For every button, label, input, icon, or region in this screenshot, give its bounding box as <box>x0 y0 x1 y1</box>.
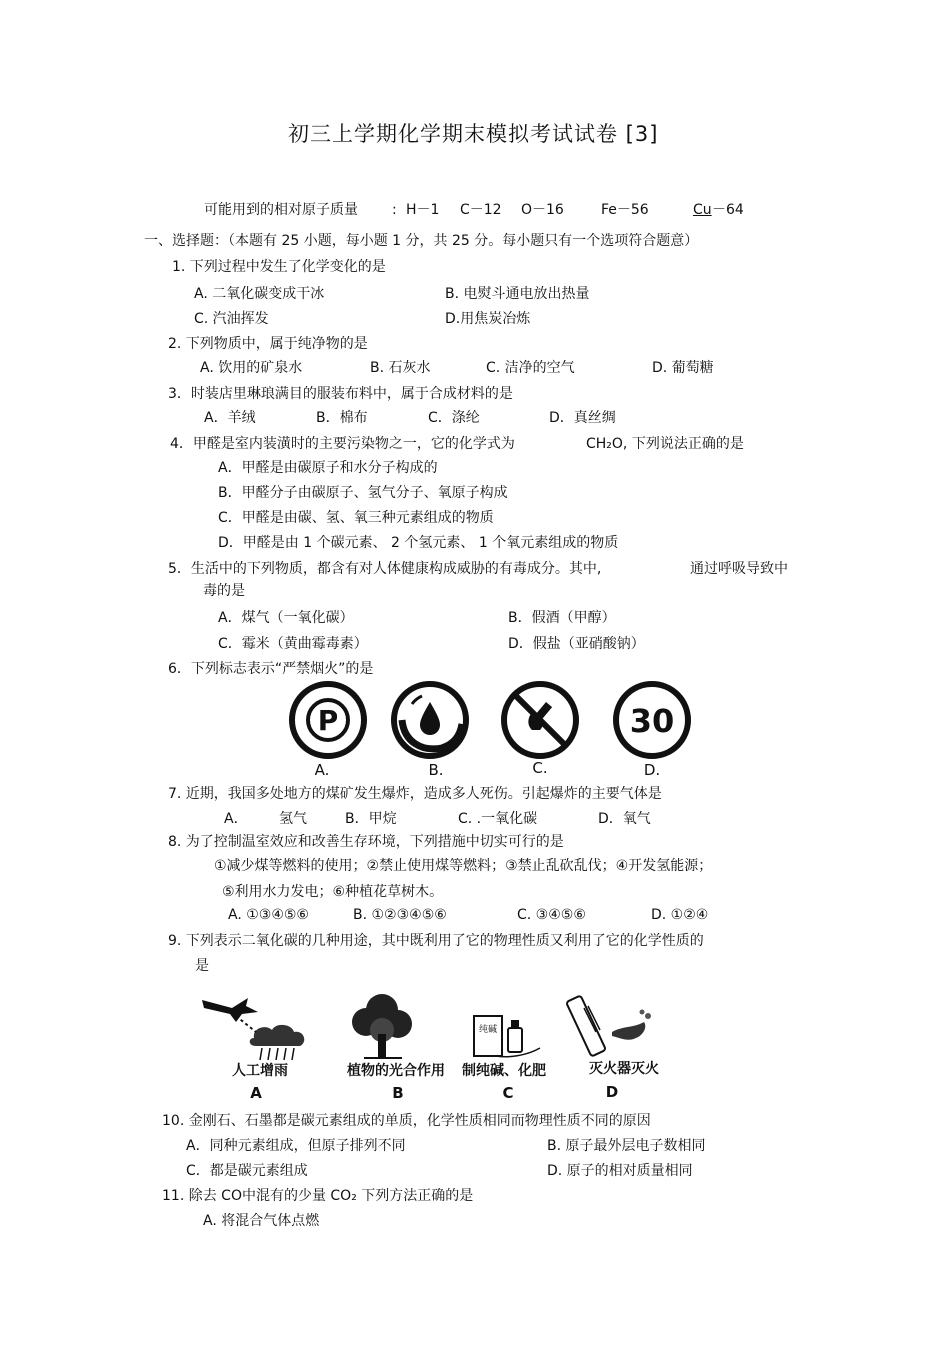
q5-option-c: C．霉米（黄曲霉毒素） <box>218 636 368 652</box>
atomic-mass-cu-element: Cu <box>693 202 712 218</box>
q5-option-b: B．假酒（甲醇） <box>508 610 616 626</box>
speed-limit-sign-icon <box>616 684 688 756</box>
q1-option-a: A. 二氧化碳变成干冰 <box>194 286 325 302</box>
q8-measures-line1: ①减少煤等燃料的使用；②禁止使用煤等燃料；③禁止乱砍乱伐；④开发氢能源； <box>214 858 713 874</box>
q3-option-d: D．真丝绸 <box>549 410 616 426</box>
parking-sign-icon <box>292 684 364 756</box>
q9-letter-b: B <box>392 1084 404 1102</box>
q2-option-a: A. 饮用的矿泉水 <box>200 360 303 376</box>
q4-stem-formula: CH₂O, 下列说法正确的是 <box>586 436 744 452</box>
section-header: 一、选择题：（本题有 25 小题，每小题 1 分，共 25 分。每小题只有一个选项符合题意） <box>144 233 699 249</box>
q1-option-b: B. 电熨斗通电放出热量 <box>445 286 590 302</box>
atomic-mass-h: H－1 <box>406 202 440 218</box>
q3-option-c: C．涤纶 <box>428 410 480 426</box>
atomic-mass-colon: : <box>392 202 397 218</box>
q3-stem: 3．时装店里琳琅满目的服装布料中，属于合成材料的是 <box>168 386 513 402</box>
q1-option-c: C. 汽油挥发 <box>194 311 269 327</box>
q6-stem: 6．下列标志表示“严禁烟火”的是 <box>168 661 374 677</box>
sign-d-text: 30 <box>629 702 675 740</box>
q3-option-b: B．棉布 <box>316 410 368 426</box>
q2-option-b: B. 石灰水 <box>370 360 431 376</box>
q9-letter-d: D <box>605 1083 619 1101</box>
q3-option-a: A．羊绒 <box>204 410 256 426</box>
atomic-mass-fe: Fe－56 <box>601 202 649 218</box>
q9-uses-figure <box>196 986 676 1102</box>
q8-option-c: C. ③④⑤⑥ <box>517 907 586 923</box>
q10-option-a: A．同种元素组成，但原子排列不同 <box>186 1138 406 1154</box>
q8-option-b: B. ①②③④⑤⑥ <box>353 907 447 923</box>
sign-c-label: C. <box>532 759 548 777</box>
soda-bag-icon <box>474 1016 540 1057</box>
q10-option-d: D. 原子的相对质量相同 <box>547 1163 693 1179</box>
q4-option-a: A．甲醛是由碳原子和水分子构成的 <box>218 460 438 476</box>
q4-option-b: B．甲醛分子由碳原子、氢气分子、氧原子构成 <box>218 485 508 501</box>
q2-option-c: C. 洁净的空气 <box>486 360 575 376</box>
q9-bag-text: 纯碱 <box>478 1025 498 1035</box>
q2-option-d: D. 葡萄糖 <box>652 360 714 376</box>
q11-stem: 11. 除去 CO中混有的少量 CO₂ 下列方法正确的是 <box>162 1188 474 1204</box>
q11-option-a: A. 将混合气体点燃 <box>203 1213 320 1229</box>
water-saving-sign-icon <box>394 684 466 756</box>
atomic-mass-cu-value: －64 <box>712 202 744 218</box>
sign-a-text: P <box>317 704 339 737</box>
tree-icon <box>352 994 412 1058</box>
q2-stem: 2. 下列物质中，属于纯净物的是 <box>168 336 368 352</box>
q4-option-d: D．甲醛是由 1 个碳元素、 2 个氢元素、 1 个氧元素组成的物质 <box>218 535 619 551</box>
q9-caption-a: 人工增雨 <box>232 1063 288 1079</box>
q7-option-b: B．甲烷 <box>345 811 397 827</box>
q4-option-c: C．甲醛是由碳、氢、氧三种元素组成的物质 <box>218 510 494 526</box>
q8-option-a: A. ①③④⑤⑥ <box>228 907 309 923</box>
q8-measures-line2: ⑤利用水力发电；⑥种植花草树木。 <box>222 884 444 900</box>
page-title: 初三上学期化学期末模拟考试试卷 [3] <box>288 122 659 146</box>
q5-stem: 5．生活中的下列物质，都含有对人体健康构成威胁的有毒成分。其中, <box>168 561 602 577</box>
q6-sign-figure <box>282 680 702 780</box>
q10-option-c: C．都是碳元素组成 <box>186 1163 308 1179</box>
q5-stem-part2: 通过呼吸导致中 <box>690 561 788 577</box>
q8-stem: 8. 为了控制温室效应和改善生存环境，下列措施中切实可行的是 <box>168 834 564 850</box>
q9-caption-d: 灭火器灭火 <box>589 1061 659 1077</box>
q5-option-d: D．假盐（亚硝酸钠） <box>508 636 645 652</box>
q7-option-c: C. .一氧化碳 <box>458 811 538 827</box>
q8-option-d: D. ①②④ <box>651 907 709 923</box>
q7-option-a: A． <box>224 811 248 827</box>
q9-caption-b: 植物的光合作用 <box>347 1063 445 1079</box>
fire-extinguisher-icon <box>566 995 651 1056</box>
atomic-mass-label: 可能用到的相对原子质量 <box>204 202 358 218</box>
sign-b-label: B. <box>428 761 444 779</box>
sign-a-label: A. <box>314 761 330 779</box>
q7-option-d: D．氧气 <box>598 811 651 827</box>
atomic-mass-o: O－16 <box>521 202 564 218</box>
atomic-mass-c: C－12 <box>460 202 502 218</box>
q1-stem: 1. 下列过程中发生了化学变化的是 <box>172 259 386 275</box>
q10-stem: 10. 金刚石、石墨都是碳元素组成的单质，化学性质相同而物理性质不同的原因 <box>162 1113 651 1129</box>
q5-stem-part3: 毒的是 <box>203 583 245 599</box>
q7-option-a-text: 氢气 <box>279 811 307 827</box>
q5-option-a: A．煤气（一氧化碳） <box>218 610 354 626</box>
q1-option-d: D.用焦炭冶炼 <box>445 311 531 327</box>
q7-stem: 7. 近期，我国多处地方的煤矿发生爆炸，造成多人死伤。引起爆炸的主要气体是 <box>168 786 662 802</box>
q9-letter-a: A <box>250 1084 262 1102</box>
q4-stem: 4．甲醛是室内装潢时的主要污染物之一，它的化学式为 <box>170 436 515 452</box>
no-fire-sign-icon <box>504 684 576 756</box>
q9-caption-c: 制纯碱、化肥 <box>462 1063 546 1079</box>
sign-d-label: D. <box>643 761 661 779</box>
airplane-cloud-icon <box>202 998 304 1060</box>
q9-letter-c: C <box>502 1084 514 1102</box>
q9-stem-end: 是 <box>195 958 209 974</box>
q10-option-b: B. 原子最外层电子数相同 <box>547 1138 706 1154</box>
q9-stem: 9. 下列表示二氧化碳的几种用途，其中既利用了它的物理性质又利用了它的化学性质的 <box>168 933 704 949</box>
